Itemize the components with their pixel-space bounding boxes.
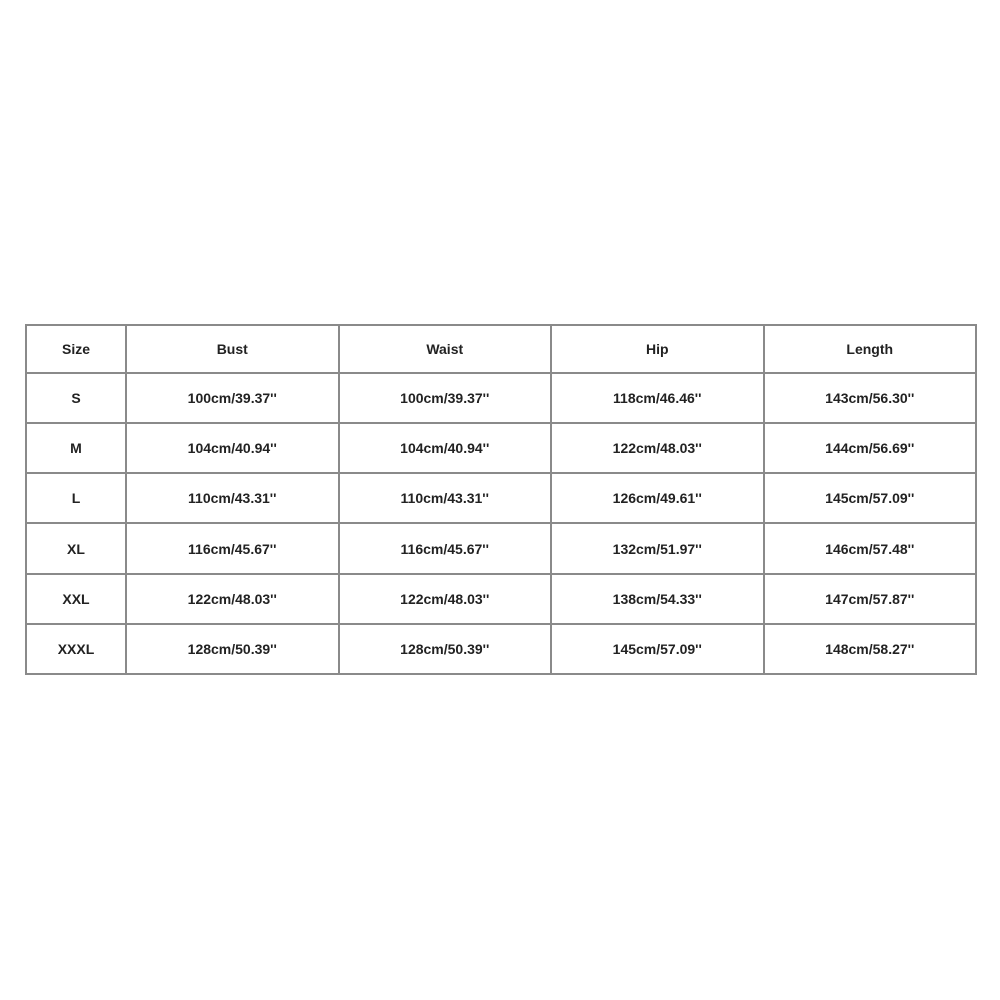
cell-bust: 110cm/43.31'' [126,473,339,523]
table-header-row [26,325,976,373]
table-row [26,624,976,674]
cell-size: XXL [26,574,126,624]
cell-hip: 126cm/49.61'' [551,473,764,523]
cell-bust: 128cm/50.39'' [126,624,339,674]
cell-bust: 122cm/48.03'' [126,574,339,624]
cell-length: 148cm/58.27'' [764,624,977,674]
cell-hip: 138cm/54.33'' [551,574,764,624]
cell-size: S [26,373,126,423]
cell-bust: 116cm/45.67'' [126,523,339,573]
cell-length: 144cm/56.69'' [764,423,977,473]
header-size: Size [26,325,126,373]
table-row [26,574,976,624]
table-row [26,373,976,423]
cell-waist: 104cm/40.94'' [339,423,552,473]
size-chart-table [25,324,977,675]
header-length: Length [764,325,977,373]
table-row [26,423,976,473]
cell-waist: 100cm/39.37'' [339,373,552,423]
cell-hip: 132cm/51.97'' [551,523,764,573]
cell-bust: 104cm/40.94'' [126,423,339,473]
cell-bust: 100cm/39.37'' [126,373,339,423]
cell-size: M [26,423,126,473]
cell-length: 143cm/56.30'' [764,373,977,423]
cell-hip: 122cm/48.03'' [551,423,764,473]
header-waist: Waist [339,325,552,373]
cell-length: 146cm/57.48'' [764,523,977,573]
cell-waist: 122cm/48.03'' [339,574,552,624]
cell-hip: 145cm/57.09'' [551,624,764,674]
table-row [26,523,976,573]
header-bust: Bust [126,325,339,373]
cell-waist: 128cm/50.39'' [339,624,552,674]
header-hip: Hip [551,325,764,373]
cell-hip: 118cm/46.46'' [551,373,764,423]
cell-length: 147cm/57.87'' [764,574,977,624]
cell-length: 145cm/57.09'' [764,473,977,523]
cell-waist: 116cm/45.67'' [339,523,552,573]
cell-size: XL [26,523,126,573]
cell-size: L [26,473,126,523]
table-row [26,473,976,523]
cell-waist: 110cm/43.31'' [339,473,552,523]
cell-size: XXXL [26,624,126,674]
